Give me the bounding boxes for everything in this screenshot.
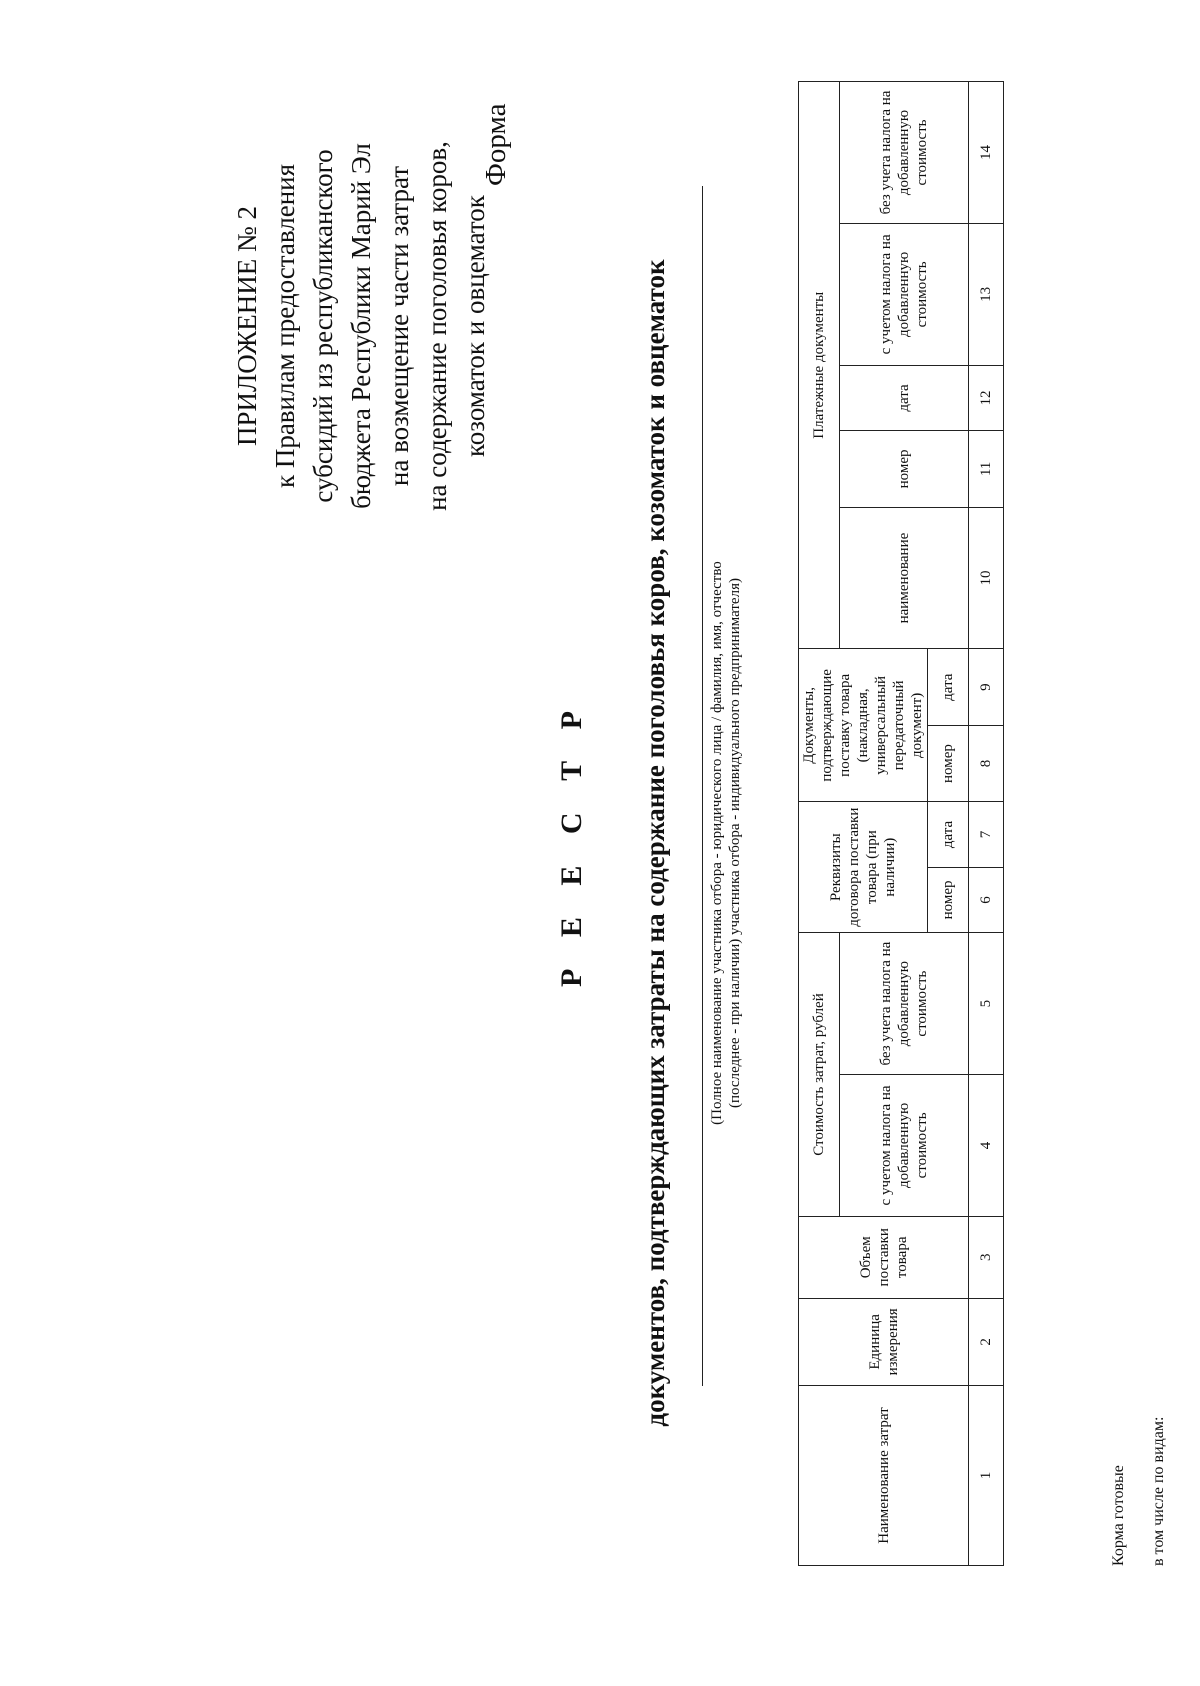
column-number: 7 xyxy=(969,802,1004,867)
participant-note xyxy=(708,0,744,1686)
row-label-including-types: в том числе по видам: xyxy=(1150,1416,1167,1566)
header-cost-group: Стоимость затрат, рублей xyxy=(799,933,840,1217)
column-number: 9 xyxy=(969,649,1004,725)
column-number: 1 xyxy=(969,1385,1004,1565)
column-number: 14 xyxy=(969,82,1004,224)
header-cost-with-vat: с учетом налога на добавленную стоимость xyxy=(840,1075,969,1217)
column-number: 4 xyxy=(969,1075,1004,1217)
header-cost-without-vat: без учета налога на добавленную стоимость xyxy=(840,933,969,1075)
column-number: 12 xyxy=(969,365,1004,430)
header-delivery-number: номер xyxy=(928,725,969,801)
registry-table xyxy=(798,81,1004,1566)
column-number: 5 xyxy=(969,933,1004,1075)
participant-fill-line xyxy=(702,186,703,1386)
appendix-line: козоматок и овцематок xyxy=(460,195,490,457)
document-title: Р Е Е С Т Р xyxy=(555,699,588,987)
header-delivery-docs-group: Документы, подтверждающие поставку товара (накладная, универсальный передаточный документ) xyxy=(799,649,928,802)
form-label: Форма xyxy=(480,103,512,186)
header-payment-with-vat: с учетом налога на добавленную стоимость xyxy=(840,223,969,365)
appendix-line: ПРИЛОЖЕНИЕ № 2 xyxy=(232,205,262,447)
appendix-line: на содержание поголовья коров, xyxy=(422,141,452,511)
header-cost-name: Наименование затрат xyxy=(799,1385,969,1565)
appendix-header xyxy=(228,116,494,536)
appendix-line: на возмещение части затрат xyxy=(384,165,414,487)
header-payment-without-vat: без учета налога на добавленную стоимость xyxy=(840,82,969,224)
header-delivery-date: дата xyxy=(928,649,969,725)
column-number: 8 xyxy=(969,725,1004,801)
column-number: 13 xyxy=(969,223,1004,365)
participant-note-line: (последнее - при наличии) участника отбора - индивидуального предпринимателя) xyxy=(727,578,743,1108)
row-label-feed-ready: Корма готовые xyxy=(1110,1465,1127,1566)
header-unit: Единица измерения xyxy=(799,1298,969,1385)
column-number: 2 xyxy=(969,1298,1004,1385)
column-number: 10 xyxy=(969,507,1004,649)
header-contract-group: Реквизиты договора поставки товара (при наличии) xyxy=(799,802,928,933)
appendix-line: субсидий из республиканского xyxy=(308,149,338,503)
header-payment-number: номер xyxy=(840,431,969,507)
header-volume: Объем поставки товара xyxy=(799,1216,969,1298)
column-number: 3 xyxy=(969,1216,1004,1298)
header-contract-date: дата xyxy=(928,802,969,867)
column-number: 11 xyxy=(969,431,1004,507)
header-contract-number: номер xyxy=(928,867,969,932)
document-subtitle: документов, подтверждающих затраты на содержание поголовья коров, козоматок и овцематок xyxy=(640,259,670,1427)
participant-note-line: (Полное наименование участника отбора - юридического лица / фамилия, имя, отчество xyxy=(709,561,725,1125)
header-payment-name: наименование xyxy=(840,507,969,649)
appendix-line: к Правилам предоставления xyxy=(270,163,300,489)
header-payment-date: дата xyxy=(840,365,969,430)
appendix-line: бюджета Республики Марий Эл xyxy=(346,143,376,509)
column-number: 6 xyxy=(969,867,1004,932)
header-payment-group: Платежные документы xyxy=(799,82,840,649)
